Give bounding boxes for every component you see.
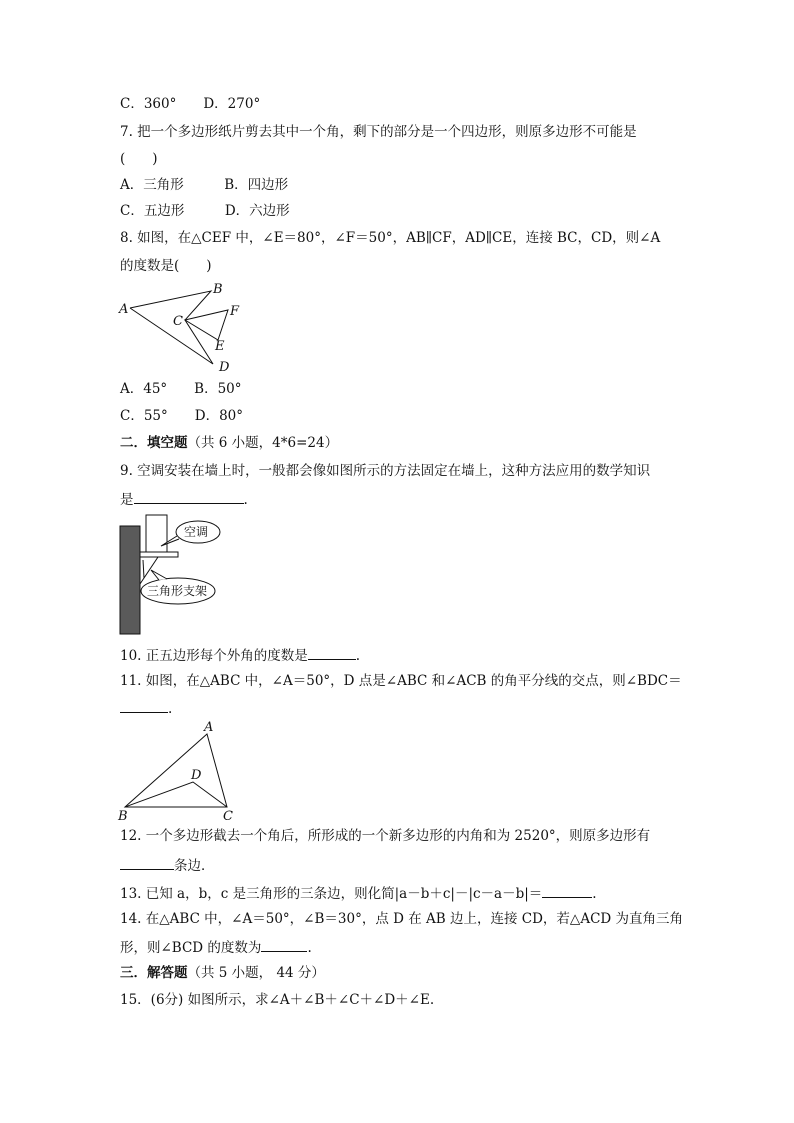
q12-stem: 12. 一个多边形截去一个角后，所形成的一个新多边形的内角和为 2520°，则原多边形有 <box>120 828 651 844</box>
section2-heading <box>120 434 338 452</box>
section2-info: （共 6 小题，4*6=24） <box>187 435 339 451</box>
q8-options-ab: A．45° B．50° <box>120 381 242 397</box>
q7-stem: 7. 把一个多边形纸片剪去其中一个角，剩下的部分是一个四边形，则原多边形不可能是 <box>120 124 637 140</box>
q12-suffix: 条边． <box>174 858 215 874</box>
q8-label-d: D <box>219 360 230 375</box>
q11-blank <box>120 698 168 713</box>
q9-blank <box>134 489 244 504</box>
q9-bubble-bracket-text: 三角形支架 <box>147 584 208 598</box>
q9-figure <box>115 512 225 638</box>
q11-answer-line <box>120 698 172 718</box>
q6-options-cd: C．360° D．270° <box>120 96 261 112</box>
q8-options-cd: C．55° D．80° <box>120 408 244 424</box>
q9-prefix: 是 <box>120 492 134 508</box>
section3-heading <box>120 964 325 982</box>
q9-stem: 9. 空调安装在墙上时，一般都会像如图所示的方法固定在墙上，这种方法应用的数学知识 <box>120 463 651 479</box>
q13-text: 13. 已知 a，b，c 是三角形的三条边，则化简|a－b＋c|－|c－a－b|＝ <box>120 886 543 902</box>
q9-bubble-ac-text: 空调 <box>184 525 209 539</box>
q8-label-b: B <box>213 282 223 297</box>
q11-suffix: . <box>168 701 173 717</box>
q9-shelf <box>140 552 178 557</box>
q8-label-c: C <box>173 314 183 329</box>
q7-options-ab: A．三角形 B．四边形 <box>120 177 289 193</box>
q11-label-b: B <box>118 809 128 824</box>
q14-stem-2: 形，则∠BCD 的度数为 <box>120 940 262 956</box>
q11-bisectors <box>125 782 227 807</box>
q11-label-c: C <box>223 809 233 824</box>
q8-figure <box>115 280 255 376</box>
q9-answer-line <box>120 489 248 509</box>
q11-label-d: D <box>191 768 202 783</box>
q14-blank <box>261 937 307 952</box>
q8-label-f: F <box>230 304 240 319</box>
q14-suffix: . <box>307 940 312 956</box>
q8-label-e: E <box>215 339 225 354</box>
q8-stem: 8. 如图，在△CEF 中，∠E＝80°，∠F＝50°，AB∥CF，AD∥CE，连接 BC，CD，则∠A <box>120 230 661 246</box>
q8-quadrilateral-abcd <box>130 291 213 364</box>
q13-suffix: . <box>592 886 597 902</box>
q8-stem-2: 的度数是( ) <box>120 258 212 274</box>
q14-answer-line <box>120 937 312 957</box>
q8-triangle-cef <box>185 310 228 340</box>
q11-label-a: A <box>204 720 214 735</box>
q7-paren: ( ) <box>120 151 158 167</box>
q12-answer-line <box>120 855 215 875</box>
q7-options-cd: C．五边形 D．六边形 <box>120 203 290 219</box>
q10-text: 10. 正五边形每个外角的度数是 <box>120 648 308 664</box>
q13-line <box>120 883 597 903</box>
q9-suffix: . <box>243 492 248 508</box>
q10-line <box>120 645 360 665</box>
q15-text: 15．(6分) 如图所示，求∠A＋∠B＋∠C＋∠D＋∠E. <box>120 992 435 1008</box>
q12-blank <box>120 855 174 870</box>
q10-suffix: . <box>355 648 361 664</box>
q13-blank <box>542 883 592 898</box>
q9-air-conditioner <box>146 515 167 552</box>
section3-title: 三．解答题 <box>120 965 188 981</box>
q8-label-a: A <box>119 302 129 317</box>
q11-figure <box>115 718 245 824</box>
section3-info: （共 5 小题， 44 分） <box>187 965 325 981</box>
section2-title: 二．填空题 <box>120 435 188 451</box>
q11-stem: 11. 如图，在△ABC 中，∠A＝50°，D 点是∠ABC 和∠ACB 的角平分线的交点，则∠BDC＝ <box>120 673 682 689</box>
q9-wall <box>120 526 140 634</box>
q10-blank <box>308 645 356 660</box>
q14-stem: 14. 在△ABC 中，∠A＝50°，∠B＝30°，点 D 在 AB 边上，连接 CD，若△ACD 为直角三角 <box>120 911 684 927</box>
